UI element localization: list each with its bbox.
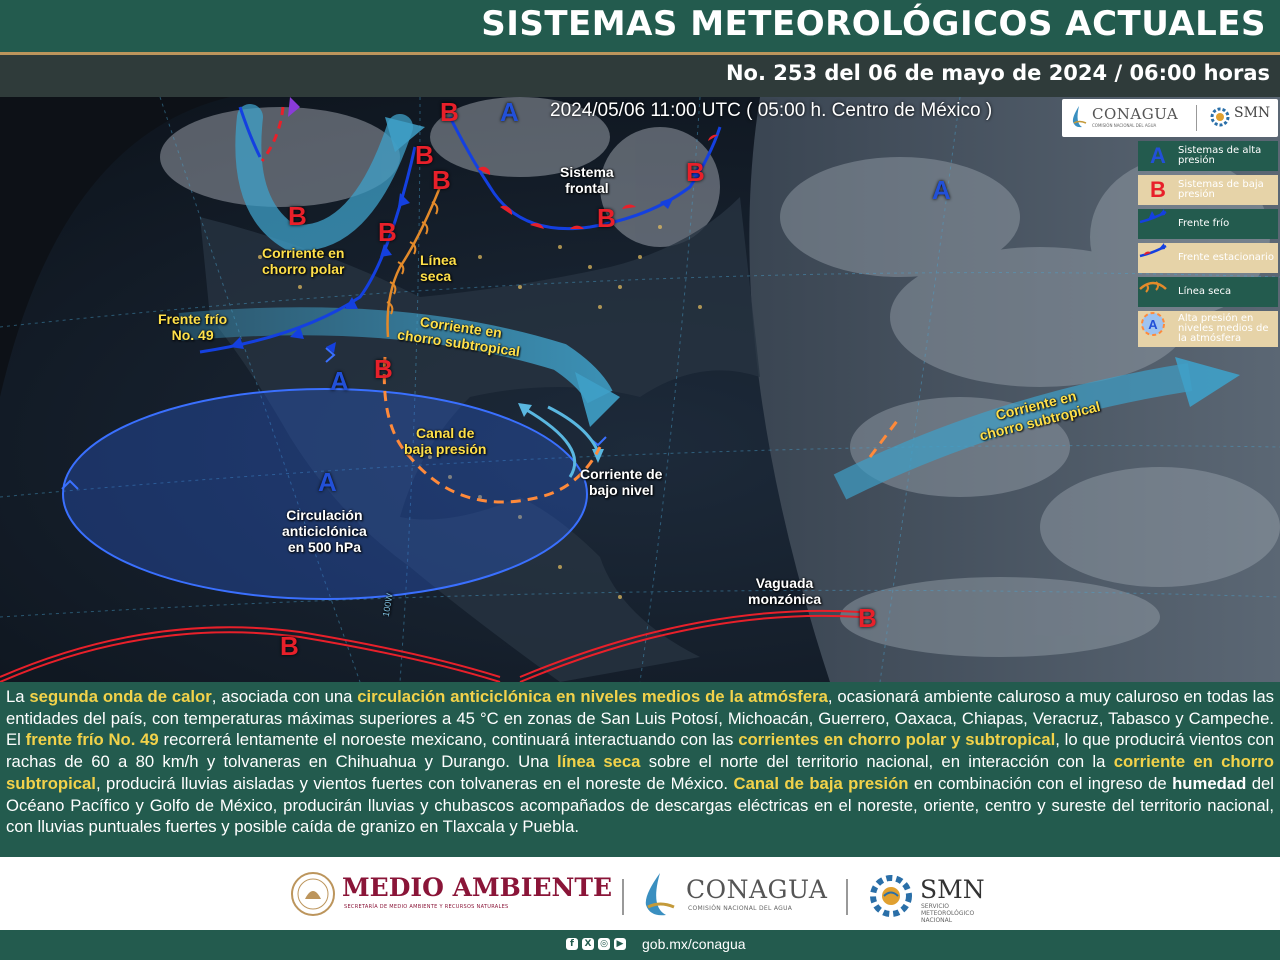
label-frontal-system: Sistema frontal	[560, 164, 614, 196]
bulletin-segment: sobre el norte del territorio nacional, en interacción con la	[640, 752, 1114, 772]
legend-label: Sistemas de baja presión	[1178, 179, 1264, 200]
bulletin-highlight: Canal de baja presión	[733, 773, 909, 793]
conagua-logo-text: CONAGUA	[1092, 105, 1179, 123]
footer-logos	[0, 857, 1280, 930]
label-anticyclonic: Circulación anticiclónica en 500 hPa	[282, 507, 367, 555]
mid-level-high-icon	[1138, 311, 1168, 337]
forecast-bulletin	[0, 682, 1280, 857]
high-pressure-icon: A	[1150, 143, 1166, 168]
low-pressure-marker: B	[858, 603, 877, 633]
legend-label: Sistemas de alta presión	[1178, 145, 1262, 166]
label-cold-front: Frente frío No. 49	[158, 311, 228, 343]
bulletin-highlight: circulación anticiclónica en niveles medios de la atmósfera	[357, 687, 828, 706]
issue-bar	[0, 55, 1280, 97]
label-low-level-current: Corriente de bajo nivel	[580, 466, 663, 498]
logo-separator	[1196, 105, 1197, 131]
label-low-trough: Canal de baja presión	[404, 425, 487, 457]
footer-separator	[846, 879, 848, 915]
low-pressure-marker: B	[374, 354, 393, 384]
footer-separator	[622, 879, 624, 915]
x-icon[interactable]: X	[582, 938, 594, 950]
header-bar	[0, 0, 1280, 52]
bulletin-highlight: corrientes en chorro polar y subtropical	[738, 730, 1056, 750]
website-link[interactable]: gob.mx/conagua	[642, 936, 746, 952]
bulletin-text	[6, 686, 1274, 838]
legend-item	[1138, 141, 1278, 171]
low-pressure-marker: B	[415, 140, 434, 170]
bulletin-segment: en combinación con el ingreso de	[908, 773, 1173, 793]
label-subtropical-jet-1: Corriente en chorro subtropical	[396, 313, 522, 360]
low-pressure-marker: B	[280, 631, 299, 661]
high-pressure-marker: A	[932, 175, 951, 205]
low-pressure-marker: B	[597, 203, 616, 233]
label-monsoon-trough: Vaguada monzónica	[748, 575, 822, 607]
high-pressure-marker: A	[318, 467, 337, 497]
label-dry-line: Línea seca	[420, 252, 457, 284]
stationary-front-icon	[1138, 243, 1168, 259]
bulletin-highlight: línea seca	[557, 752, 641, 772]
cold-front-icon	[1138, 209, 1168, 225]
low-pressure-marker: B	[378, 217, 397, 247]
smn-footer-text: SMN	[920, 875, 985, 904]
bulletin-segment: , lo que producirá vientos con rachas de 60 a 80 km/h y tolvaneras en Chihuahua y Durango. Una	[6, 730, 1275, 772]
facebook-icon[interactable]: f	[566, 938, 578, 950]
label-subtropical-jet-2: Corriente en chorro subtropical	[977, 387, 1102, 444]
bulletin-highlight: corriente en chorro subtropical	[6, 752, 1274, 793]
footer-bar	[0, 930, 1280, 960]
bulletin-segment: , producirá lluvias aisladas y vientos fuertes con tolvaneras en el noreste de México.	[95, 773, 734, 793]
medio-ambiente-subtitle: SECRETARÍA DE MEDIO AMBIENTE Y RECURSOS NATURALES	[344, 904, 509, 910]
map-legend	[1138, 141, 1278, 351]
bulletin-segment: , asociada con una	[211, 687, 358, 706]
legend-item	[1138, 277, 1278, 307]
low-pressure-icon: B	[1150, 177, 1166, 202]
instagram-icon[interactable]: ◎	[598, 938, 610, 950]
smn-footer-subtitle: SERVICIO METEOROLÓGICO NACIONAL	[921, 903, 975, 924]
legend-item	[1138, 209, 1278, 239]
label-polar-jet: Corriente en chorro polar	[262, 245, 345, 277]
conagua-logo-subtitle: COMISIÓN NACIONAL DEL AGUA	[1092, 123, 1157, 128]
svg-text:A: A	[1148, 317, 1158, 332]
conagua-footer-icon	[640, 871, 680, 919]
bulletin-highlight: frente frío No. 49	[25, 730, 159, 750]
youtube-icon[interactable]: ▶	[614, 938, 626, 950]
low-pressure-marker: B	[432, 165, 451, 195]
legend-item	[1138, 243, 1278, 273]
conagua-footer-text: CONAGUA	[686, 875, 828, 904]
bulletin-highlight: segunda onda de calor	[29, 687, 212, 706]
weather-map	[0, 97, 1280, 682]
page-title: SISTEMAS METEOROLÓGICOS ACTUALES	[481, 4, 1266, 44]
satellite-timestamp: 2024/05/06 11:00 UTC ( 05:00 h. Centro de México )	[550, 100, 993, 121]
legend-label: Alta presión en niveles medios de la atmósfera	[1178, 313, 1269, 344]
bulletin-segment: La	[6, 687, 30, 706]
bulletin-segment: , ocasionará ambiente caluroso a muy caluroso en todas las entidades del país, con temperaturas máximas superiores a 45 °C en zonas de San Luis Potosí, Michoacán, Guerrero, Oaxaca, Chiapas, Veracruz, Tabasco y Campeche. El	[6, 687, 1275, 750]
government-seal-icon	[290, 871, 336, 917]
low-pressure-marker: B	[686, 157, 705, 187]
legend-label: Línea seca	[1178, 286, 1232, 297]
legend-item	[1138, 311, 1278, 347]
conagua-footer-subtitle: COMISIÓN NACIONAL DEL AGUA	[688, 905, 793, 912]
conagua-logo-icon	[1070, 105, 1088, 129]
medio-ambiente-logo-text: MEDIO AMBIENTE	[342, 873, 613, 902]
smn-logo-text: SMN	[1234, 105, 1271, 121]
issue-date: No. 253 del 06 de mayo de 2024 / 06:00 horas	[725, 61, 1270, 85]
bulletin-segment: recorrerá lentamente el noroeste mexicano, continuará interactuando con las	[158, 730, 739, 750]
agency-logos	[1062, 99, 1278, 137]
legend-label: Frente estacionario	[1178, 252, 1274, 263]
bulletin-segment: del Océano Pacífico y Golfo de México, producirán lluvias y chubascos acompañados de descargas eléctricas en el noreste, oriente, centro y sureste del territorio nacional, con lluvias puntuales fuertes y posible caída de granizo en Tlaxcala y Puebla.	[6, 773, 1275, 837]
high-pressure-marker: A	[330, 366, 349, 396]
high-pressure-marker: A	[500, 97, 519, 127]
smn-logo-icon	[1208, 105, 1232, 129]
legend-item	[1138, 175, 1278, 205]
smn-footer-icon	[866, 871, 916, 921]
bulletin-bold: humedad	[1172, 773, 1247, 793]
label-longitude: 100W	[380, 592, 395, 618]
low-pressure-marker: B	[288, 201, 307, 231]
low-pressure-marker: B	[440, 97, 459, 127]
legend-label: Frente frío	[1178, 218, 1230, 229]
dry-line-icon	[1138, 277, 1168, 293]
social-icons	[566, 938, 626, 952]
